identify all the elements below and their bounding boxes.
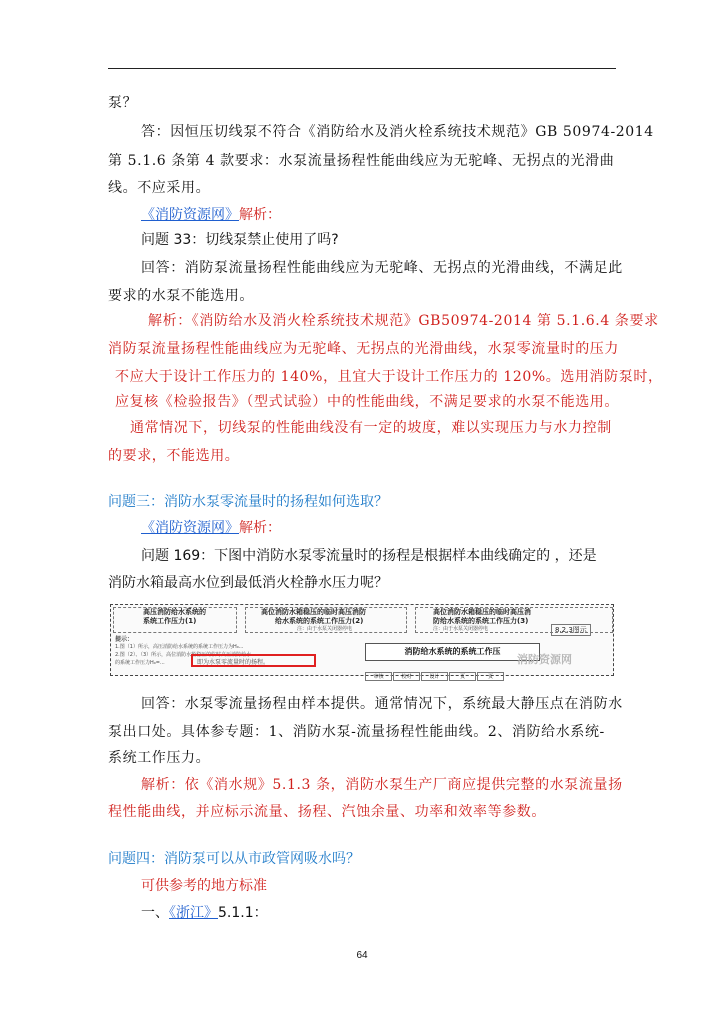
page-number: 64 (356, 950, 368, 961)
text-line: 不应大于设计工作压力的 140%，且宜大于设计工作压力的 120%。选用消防泵时， (115, 369, 663, 385)
analysis-heading: 《消防资源网》解析： (141, 207, 281, 223)
text-line: 系统工作压力。 (108, 750, 211, 766)
section-heading-4: 问题四：消防泵可以从市政管网吸水吗？ (108, 851, 360, 867)
text-line: 线。不应采用。 (108, 180, 211, 196)
section-heading-3: 问题三：消防水泵零流量时的扬程如何选取？ (108, 494, 388, 510)
diagram-title: 消防给水系统的系统工作压 (365, 643, 540, 661)
zhejiang-link[interactable]: 《浙江》 (169, 905, 218, 921)
text-line: 应复核《检验报告》（型式试验）中的性能曲线，不满足要求的水泵不能选用。 (115, 394, 619, 410)
text-line: 程性能曲线，并应标示流量、扬程、汽蚀余量、功率和效率等参数。 (108, 804, 546, 820)
text-line: 解析：依《消水规》5.1.3 条，消防水泵生产厂商应提供完整的水泵流量扬 (141, 777, 623, 793)
text-line: 回答：水泵零流量扬程由样本提供。通常情况下，系统最大静压点在消防水 (141, 696, 623, 712)
text-line: 解析：《消防给水及消火栓系统技术规范》GB50974-2014 第 5.1.6.4 条要求 (148, 313, 659, 329)
text-line: 答：因恒压切线泵不符合《消防给水及消火栓系统技术规范》GB 50974-2014 (141, 124, 654, 140)
question-33: 问题 33：切线泵禁止使用了吗? (141, 232, 339, 248)
text-line: 通常情况下，切线泵的性能曲线没有一定的坡度，难以实现压力与水力控制 (130, 420, 612, 436)
local-standard-item: 一、《浙江》5.1.1： (141, 905, 268, 921)
question-169: 问题 169：下图中消防水泵零流量时的扬程是根据样本曲线确定的 ，还是 (141, 548, 597, 564)
xiaofang-ziyuan-link[interactable]: 《消防资源网》 (141, 207, 239, 223)
xiaofang-ziyuan-link[interactable]: 《消防资源网》 (141, 520, 239, 536)
text-line: 消防泵流量扬程性能曲线应为无驼峰、无拐点的光滑曲线，水泵零流量时的压力 (108, 341, 619, 357)
text-line: 泵出口处。具体参专题：1、消防水泵-流量扬程性能曲线。2、消防给水系统- (108, 724, 605, 740)
text-line: 泵？ (108, 95, 138, 111)
text-line: 第 5.1.6 条第 4 款要求：水泵流量扬程性能曲线应为无驼峰、无拐点的光滑曲 (108, 153, 615, 169)
analysis-heading: 《消防资源网》解析： (141, 520, 281, 536)
title-block: 审核 校对 设计 页 页 (365, 663, 541, 673)
header-rule (108, 68, 616, 69)
subheading: 可供参考的地方标准 (141, 878, 267, 894)
embedded-figure: 高压消防给水系统的 系统工作压力(1) 高位消防水箱稳压的临时高压消防 给水系统的系统工作压力(2) 注：由于水泵关闭器停电 高位消防水箱稳压的临时高压消 防给水系统的系统工作压力(3) 注：由于水泵关闭器停电 8.2.3图示 提示： 1.图（1）所示，高压消防给水系统的系统工作压力为H₀... 2.图（2）、（3）所示，高位消防水箱稳压的临时高压消防给水 的系统工作压力H₀=... 即为水泵零流量时的扬程。 消防给水系统的系统工作压 审核 校对 设计 页 页 消防资源网 (110, 604, 614, 676)
text-line: 消防水箱最高水位到最低消火栓静水压力呢？ (108, 575, 388, 591)
highlight-box (191, 654, 316, 667)
text-line: 的要求，不能选用。 (108, 448, 240, 464)
text-line: 要求的水泵不能选用。 (108, 288, 254, 304)
text-line: 回答：消防泵流量扬程性能曲线应为无驼峰、无拐点的光滑曲线，不满足此 (141, 260, 623, 276)
watermark: 消防资源网 (517, 653, 572, 666)
